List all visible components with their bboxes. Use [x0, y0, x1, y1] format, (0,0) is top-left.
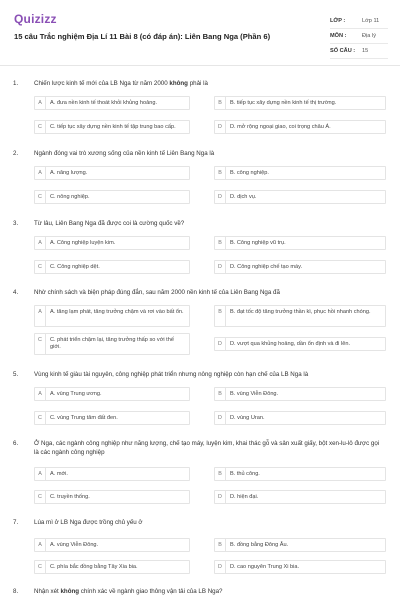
question-number: 4.: [13, 289, 19, 296]
quiz-header: [0, 0, 400, 66]
option-a[interactable]: A A. năng lượng.: [34, 166, 190, 180]
question-number: 7.: [13, 519, 19, 526]
question-number: 2.: [13, 150, 19, 157]
option-d[interactable]: D D. cao nguyên Trung Xi bia.: [214, 560, 386, 574]
option-c[interactable]: C C. phía bắc đồng bằng Tây Xia bia.: [34, 560, 190, 574]
meta-row-subject: [330, 29, 388, 44]
question-text: Chiến lược kinh tế mới của LB Nga từ năm 2000 không phải là: [34, 80, 208, 87]
page-title: 15 câu Trắc nghiệm Địa Lí 11 Bài 8 (có đáp án): Liên Bang Nga (Phần 6): [14, 32, 271, 41]
question-text: Ngành đóng vai trò xương sống của nền kinh tế Liên Bang Nga là: [34, 150, 215, 157]
question-number: 3.: [13, 220, 19, 227]
option-b[interactable]: B B. công nghiệp.: [214, 166, 386, 180]
option-b[interactable]: B B. tiếp tục xây dựng nền kinh tế thị trường.: [214, 96, 386, 110]
option-c[interactable]: C C. Công nghiệp dệt.: [34, 260, 190, 274]
quiz-meta-table: [330, 14, 388, 59]
meta-row-class: [330, 14, 388, 29]
quizizz-logo: Quizizz: [14, 12, 57, 26]
question-text: Nhận xét không chính xác về ngành giao thông vận tải của LB Nga?: [34, 588, 223, 595]
option-c[interactable]: C C. phát triển chậm lại, tăng trưởng thấp so với thế giới.: [34, 333, 190, 355]
meta-value: 15: [362, 48, 369, 54]
question-text: Lúa mì ở LB Nga được trồng chủ yếu ở: [34, 519, 143, 526]
question-number: 6.: [13, 440, 19, 447]
question-number: 8.: [13, 588, 19, 595]
question-text: Nhờ chính sách và biện pháp đúng đắn, sau năm 2000 nền kinh tế của Liên Bang Nga đã: [34, 289, 280, 296]
option-d[interactable]: D D. hiện đại.: [214, 490, 386, 504]
meta-value: Địa lý: [362, 33, 376, 39]
option-c[interactable]: C C. vùng Trung tâm đất đen.: [34, 411, 190, 425]
option-a[interactable]: A A. vùng Viễn Đông.: [34, 538, 190, 552]
meta-row-count: [330, 44, 388, 59]
option-b[interactable]: B B. vùng Viễn Đông.: [214, 387, 386, 401]
option-d[interactable]: D D. mở rộng ngoại giao, coi trọng châu Á.: [214, 120, 386, 134]
option-b[interactable]: B B. đạt tốc độ tăng trưởng thần kì, phục hồi nhanh chóng.: [214, 305, 386, 327]
option-d[interactable]: D D. vượt qua khủng hoảng, dần ổn định và đi lên.: [214, 337, 386, 351]
option-b[interactable]: B B. thủ công.: [214, 467, 386, 481]
meta-value: Lớp 11: [362, 18, 380, 24]
option-c[interactable]: C C. nông nghiệp.: [34, 190, 190, 204]
meta-label: MÔN :: [330, 33, 347, 39]
option-a[interactable]: A A. mới.: [34, 467, 190, 481]
option-b[interactable]: B B. Công nghiệp vũ trụ.: [214, 236, 386, 250]
option-a[interactable]: A A. đưa nền kinh tế thoát khỏi khủng hoảng.: [34, 96, 190, 110]
question-number: 1.: [13, 80, 19, 87]
meta-label: SỐ CÂU :: [330, 48, 356, 54]
option-b[interactable]: B B. đồng bằng Đông Âu.: [214, 538, 386, 552]
question-text: Từ lâu, Liên Bang Nga đã được coi là cường quốc về?: [34, 220, 185, 227]
option-d[interactable]: D D. dịch vụ.: [214, 190, 386, 204]
option-d[interactable]: D D. vùng Uran.: [214, 411, 386, 425]
option-c[interactable]: C C. truyền thống.: [34, 490, 190, 504]
question-text: Ở Nga, các ngành công nghiệp như năng lượng, chế tạo máy, luyện kim, khai thác gỗ và sản xuất giấy, bột xen-lu-lô được gọi là các ngành công nghiệp: [34, 440, 380, 456]
option-a[interactable]: A A. Công nghiệp luyện kim.: [34, 236, 190, 250]
question-text: Vùng kinh tế giàu tài nguyên, công nghiệp phát triển nhưng nông nghiệp còn hạn chế của LB Nga là: [34, 371, 309, 378]
option-a[interactable]: A A. tăng lạm phát, tăng trưởng chậm và rơi vào bất ổn.: [34, 305, 190, 327]
question-number: 5.: [13, 371, 19, 378]
option-d[interactable]: D D. Công nghiệp chế tạo máy.: [214, 260, 386, 274]
option-c[interactable]: C C. tiếp tục xây dựng nền kinh tế tập trung bao cấp.: [34, 120, 190, 134]
meta-label: LỚP :: [330, 18, 346, 24]
option-a[interactable]: A A. vùng Trung ương.: [34, 387, 190, 401]
